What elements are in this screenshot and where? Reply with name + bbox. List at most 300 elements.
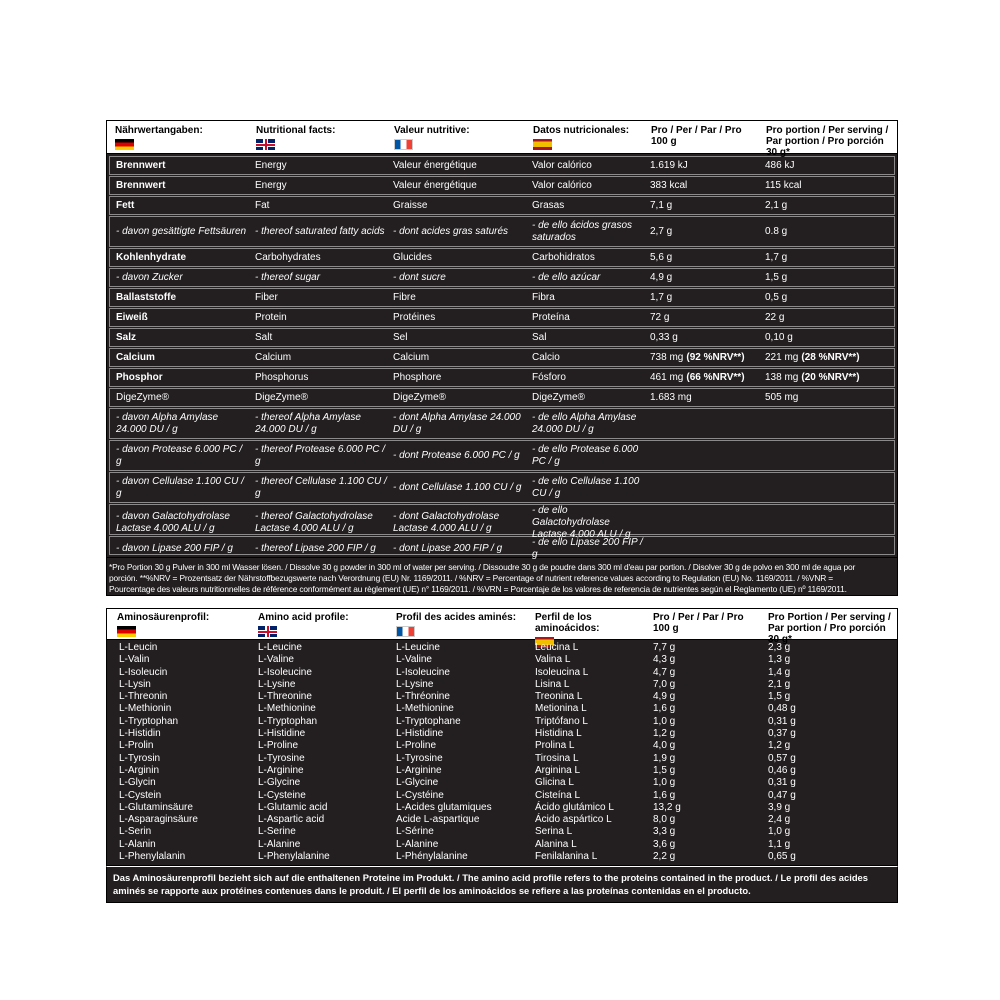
nutrient-name-fr: Sel [393,331,408,343]
amino-name-en: L-Glycine [258,777,301,789]
nutrition-row [109,176,895,195]
header-per-100g: Pro / Per / Par / Pro 100 g [651,125,742,147]
nutrient-name-de: Calcium [116,351,155,363]
value-per-serving-amount: 115 kcal [765,179,802,191]
nutrient-name-de: DigeZyme® [116,391,169,403]
value-per-serving-nrv: (28 %NRV**) [801,351,860,363]
amino-row [107,728,897,740]
amino-name-fr: L-Sérine [396,826,434,838]
amino-name-es: Serina L [535,826,573,838]
amino-per-100g: 1,6 g [653,789,676,801]
amino-name-fr: L-Proline [396,740,437,752]
nutrition-table [106,153,898,558]
nutrient-name-en: Fiber [255,291,278,303]
amino-name-de: L-Tryptophan [119,715,179,727]
amino-per-100g: 1,0 g [653,777,676,789]
value-per-serving [759,329,898,346]
nutrient-name-en: - thereof Lipase 200 FIP / g [255,543,376,554]
value-per-serving [759,249,898,266]
nutrition-row [109,288,895,307]
value-per-serving-amount: 505 mg [765,391,799,403]
amino-name-de: L-Valin [119,654,150,666]
value-per-serving [759,157,898,174]
amino-row [107,839,897,851]
nutrition-row [109,248,895,267]
amino-per-serving: 0,57 g [768,752,796,764]
nutrient-name-es: Fibra [532,291,555,303]
amino-name-en: L-Isoleucine [258,666,312,678]
value-per-serving-amount: 1,5 g [765,271,788,283]
value-per-100g [644,369,759,386]
footnote-line: Pourcentage des valeurs nutritionnelles de référence conformément au règlement (UE) n° 1169/2011. / %VRN = Porcentaje de los valores de referencia de nutrientes según el Reglamento (UE) nº 1169/2011. [109,584,847,594]
amino-row [107,814,897,826]
nutrition-row [109,472,895,503]
nutrient-name-en: Phosphorus [255,371,309,383]
value-per-serving-amount: 2,1 g [765,199,788,211]
value-per-100g-amount: 5,6 g [650,251,673,263]
nutrient-name-fr: Valeur énergétique [393,179,477,191]
value-per-serving-amount: 486 kJ [765,159,795,171]
value-per-serving [759,441,898,470]
value-per-serving [759,409,898,438]
amino-name-es: Tirosina L [535,752,579,764]
amino-per-serving: 0,31 g [768,777,796,789]
amino-name-fr: L-Tyrosine [396,752,443,764]
amino-name-es: Valina L [535,654,571,666]
nutrient-name-en: - thereof Cellulase 1.100 CU / g [255,475,387,499]
amino-header-es: Perfil de los aminoácidos: [525,609,643,648]
nutrient-name-fr: Protéines [393,311,436,323]
nutrient-name-es: - de ello Protease 6.000 PC / g [532,443,639,467]
amino-per-serving: 0,46 g [768,764,796,776]
amino-row [107,765,897,777]
amino-per-100g: 1,5 g [653,764,676,776]
amino-header-de: Aminosäurenprofil: [107,609,248,648]
nutrient-name-en: Energy [255,159,287,171]
value-per-100g [644,157,759,174]
amino-per-serving: 1,0 g [768,826,791,838]
nutrient-name-de: Ballaststoffe [116,291,177,303]
amino-name-de: L-Glycin [119,777,156,789]
amino-name-de: L-Lysin [119,678,151,690]
value-per-serving-amount: 0.8 g [765,225,788,237]
nutrient-name-es: Valor calórico [532,159,592,171]
amino-table [106,639,898,866]
amino-name-fr: L-Leucine [396,642,440,653]
nutrient-name-fr: - dont acides gras saturés [393,225,509,237]
amino-per-100g: 7,0 g [653,678,676,690]
value-per-100g-amount: 7,1 g [650,199,673,211]
nutrition-row [109,156,895,175]
spanish-flag-icon [533,139,552,150]
amino-name-es: Lisina L [535,678,570,690]
amino-name-es: Glicina L [535,777,574,789]
nutrient-name-en: Salt [255,331,273,343]
footnote-line: porción. **%NRV = Prozentsatz der Nährstoffbezugswerte nach Verordnung (EU) Nr. 1169/2011. / %NRV = Percentage of nutrient reference values according to Regulation (EU) No. 1169/2011. / %VNR = [109,573,834,583]
nutrient-name-de: Kohlenhydrate [116,251,187,263]
amino-row [107,703,897,715]
nutrient-name-fr: Calcium [393,351,430,363]
amino-per-100g: 1,0 g [653,715,676,727]
nutrient-name-en: Calcium [255,351,292,363]
nutrition-row [109,368,895,387]
nutrient-name-de: Salz [116,331,137,343]
amino-per-serving: 2,4 g [768,814,791,826]
amino-per-serving: 1,2 g [768,740,791,752]
amino-name-en: L-Leucine [258,642,302,653]
german-flag-icon [117,626,136,637]
nutrient-name-es: Valor calórico [532,179,592,191]
value-per-100g [644,409,759,438]
header-en: Nutritional facts: [248,121,386,158]
amino-name-de: L-Glutaminsäure [119,801,193,813]
header-fr: Valeur nutritive: [386,121,525,158]
footnote-line: *Pro Portion 30 g Pulver in 300 ml Wasser lösen. / Dissolve 30 g powder in 300 ml of water per serving. / Dissoudre 30 g de poudre dans 300 ml d'eau par portion. / Disolver 30 g de polvo en 300 ml de agua por [109,562,856,572]
value-per-100g [644,329,759,346]
value-per-100g-amount: 72 g [650,311,670,323]
nutrient-name-de: Brennwert [116,159,166,171]
nutrient-name-de: - davon Protease 6.000 PC / g [116,443,243,467]
amino-note: Das Aminosäurenprofil bezieht sich auf die enthaltenen Proteine im Produkt. / The amino acid profile refers to the proteins contained in the product. / Le profil des acides aminés se rapporte aux protéines contenues dans le produit. / El perfil de los aminoácidos se refiere a las proteínas contenidas en el producto. [106,866,898,903]
nutrition-row [109,216,895,247]
amino-name-es: Ácido glutámico L [535,801,614,813]
amino-per-100g: 3,3 g [653,826,676,838]
amino-per-serving: 3,9 g [768,801,791,813]
nutrient-name-fr: - dont Cellulase 1.100 CU / g [393,481,522,493]
amino-name-fr: L-Isoleucine [396,666,450,678]
amino-name-de: L-Methionin [119,703,172,715]
nutrient-name-es: - de ello ácidos grasos saturados [532,219,633,243]
amino-row [107,790,897,802]
nutrition-row [109,408,895,439]
amino-name-en: L-Lysine [258,678,296,690]
value-per-serving [759,309,898,326]
amino-per-100g: 4,9 g [653,691,676,703]
amino-name-de: L-Cystein [119,789,162,801]
amino-name-es: Alanina L [535,838,577,850]
value-per-serving [759,473,898,502]
header-per-serving: Pro portion / Per serving / Par portion / Pro porción 30 g* [766,125,889,158]
amino-row [107,802,897,814]
value-per-100g [644,389,759,406]
nutrition-row [109,348,895,367]
amino-name-fr: L-Arginine [396,764,442,776]
value-per-100g-nrv: (66 %NRV**) [686,371,745,383]
amino-name-fr: L-Tryptophane [396,715,461,727]
nutrient-name-fr: Graisse [393,199,428,211]
amino-name-en: L-Arginine [258,764,304,776]
value-per-100g-amount: 0,33 g [650,331,678,343]
amino-name-en: L-Cysteine [258,789,306,801]
nutrient-name-de: Phosphor [116,371,163,383]
amino-name-es: Ácido aspártico L [535,814,612,826]
amino-name-es: Prolina L [535,740,575,752]
value-per-serving-amount: 138 mg [765,371,799,383]
amino-name-en: L-Tyrosine [258,752,305,764]
amino-row [107,851,897,863]
nutrient-name-en: - thereof sugar [255,271,321,283]
value-per-100g-amount: 1,7 g [650,291,673,303]
amino-per-100g: 4,7 g [653,666,676,678]
amino-name-fr: L-Glycine [396,777,439,789]
value-per-serving-amount: 22 g [765,311,785,323]
value-per-serving [759,349,898,366]
value-per-serving [759,197,898,214]
nutrient-name-de: - davon gesättigte Fettsäuren [116,225,247,237]
amino-per-100g: 1,2 g [653,728,676,740]
amino-name-en: L-Tryptophan [258,715,318,727]
value-per-100g [644,505,759,541]
nutrient-name-es: Sal [532,331,547,343]
nutrition-row [109,328,895,347]
value-per-100g-amount: 738 mg [650,351,684,363]
value-per-serving-amount: 221 mg [765,351,799,363]
amino-name-fr: L-Histidine [396,728,444,740]
amino-name-en: L-Glutamic acid [258,801,328,813]
nutrient-name-fr: Valeur énergétique [393,159,477,171]
nutrient-name-de: - davon Galactohydrolase Lactase 4.000 ALU / g [116,511,230,534]
amino-name-es: Leucina L [535,642,579,653]
amino-header [106,608,898,645]
value-per-100g [644,217,759,246]
amino-name-de: L-Serin [119,826,152,838]
amino-per-100g: 13,2 g [653,801,681,813]
header-de: Nährwertangaben: [107,121,248,158]
value-per-serving [759,217,898,246]
amino-name-de: L-Alanin [119,838,156,850]
nutrient-name-de: - davon Alpha Amylase 24.000 DU / g [116,411,219,435]
value-per-100g-nrv: (92 %NRV**) [686,351,745,363]
amino-per-100g: 4,0 g [653,740,676,752]
value-per-100g-amount: 1.619 kJ [650,159,688,171]
value-per-100g-amount: 2,7 g [650,225,673,237]
nutrient-name-de: Eiweiß [116,311,148,323]
amino-per-serving: 0,65 g [768,851,796,863]
amino-row [107,679,897,691]
amino-per-100g: 2,2 g [653,851,676,863]
nutrient-name-en: Energy [255,179,287,191]
nutrition-row [109,504,895,540]
amino-header-per-serving: Pro Portion / Per serving / Par portion / Pro porción 30 g* [768,612,891,645]
amino-name-en: L-Histidine [258,728,306,740]
nutrient-name-fr: - dont Galactohydrolase Lactase 4.000 ALU / g [393,511,500,534]
amino-per-serving: 0,31 g [768,715,796,727]
nutrient-name-es: Carbohidratos [532,251,595,263]
amino-row [107,667,897,679]
nutrient-name-de: Fett [116,199,135,211]
amino-name-en: L-Proline [258,740,299,752]
amino-per-serving: 1,1 g [768,838,791,850]
amino-name-fr: L-Acides glutamiques [396,801,492,813]
amino-row [107,642,897,654]
nutrient-name-es: - de ello Lipase 200 FIP / g [532,537,643,560]
nutrient-name-es: - de ello azúcar [532,271,601,283]
header-es: Datos nutricionales: [525,121,643,158]
amino-per-serving: 1,3 g [768,654,791,666]
amino-name-es: Triptófano L [535,715,588,727]
amino-name-fr: L-Lysine [396,678,434,690]
value-per-100g [644,473,759,502]
value-per-100g [644,441,759,470]
amino-per-100g: 7,7 g [653,642,676,653]
amino-name-en: L-Valine [258,654,294,666]
nutrient-name-de: Brennwert [116,179,166,191]
amino-per-serving: 2,3 g [768,642,791,653]
amino-name-es: Fenilalanina L [535,851,598,863]
uk-flag-icon [258,626,277,637]
value-per-serving-amount: 0,10 g [765,331,793,343]
value-per-100g-amount: 461 mg [650,371,684,383]
nutrient-name-es: - de ello Cellulase 1.100 CU / g [532,475,640,499]
nutrient-name-en: Fat [255,199,270,211]
value-per-serving [759,289,898,306]
value-per-serving [759,505,898,541]
nutrient-name-en: - thereof Galactohydrolase Lactase 4.000 ALU / g [255,511,373,534]
amino-name-en: L-Phenylalanine [258,851,330,863]
amino-name-de: L-Threonin [119,691,168,703]
nutrition-row [109,268,895,287]
value-per-serving-amount: 1,7 g [765,251,788,263]
amino-name-es: Metionina L [535,703,587,715]
amino-name-de: L-Arginin [119,764,160,776]
nutrient-name-es: DigeZyme® [532,391,585,403]
amino-name-es: Cisteína L [535,789,581,801]
amino-header-en: Amino acid profile: [248,609,386,648]
amino-row [107,753,897,765]
nutrition-row [109,440,895,471]
value-per-serving [759,269,898,286]
amino-name-de: L-Phenylalanin [119,851,186,863]
value-per-serving-amount: 0,5 g [765,291,788,303]
nutrient-name-es: Proteína [532,311,570,323]
amino-per-serving: 0,37 g [768,728,796,740]
amino-name-de: L-Asparaginsäure [119,814,198,826]
nutrient-name-fr: - dont Protease 6.000 PC / g [393,449,520,461]
amino-per-100g: 1,9 g [653,752,676,764]
amino-row [107,826,897,838]
amino-row [107,691,897,703]
amino-per-100g: 3,6 g [653,838,676,850]
amino-name-de: L-Tyrosin [119,752,161,764]
nutrient-name-en: - thereof Alpha Amylase 24.000 DU / g [255,411,361,435]
uk-flag-icon [256,139,275,150]
amino-name-fr: Acide L-aspartique [396,814,480,826]
nutrient-name-fr: - dont Alpha Amylase 24.000 DU / g [393,411,521,435]
amino-name-fr: L-Phénylalanine [396,851,468,863]
value-per-100g [644,289,759,306]
nutrient-name-en: - thereof saturated fatty acids [255,225,385,237]
nutrient-name-fr: - dont sucre [393,271,446,283]
nutrient-name-fr: Glucides [393,251,432,263]
nutrient-name-de: - davon Cellulase 1.100 CU / g [116,475,244,499]
nutrition-row [109,196,895,215]
value-per-serving [759,369,898,386]
nutrient-name-fr: - dont Lipase 200 FIP / g [393,543,503,554]
value-per-100g-amount: 4,9 g [650,271,673,283]
amino-per-serving: 0,47 g [768,789,796,801]
amino-row [107,777,897,789]
amino-header-fr: Profil des acides aminés: [386,609,525,648]
amino-row [107,716,897,728]
nutrition-row [109,388,895,407]
nutrient-name-es: - de ello Alpha Amylase 24.000 DU / g [532,411,637,435]
amino-name-de: L-Leucin [119,642,158,653]
nutrient-name-en: Protein [255,311,287,323]
value-per-100g [644,537,759,561]
amino-name-en: L-Aspartic acid [258,814,325,826]
nutrition-row [109,308,895,327]
amino-per-100g: 4,3 g [653,654,676,666]
value-per-serving [759,177,898,194]
nutrient-name-fr: Phosphore [393,371,442,383]
nutrient-name-es: Grasas [532,199,565,211]
amino-per-100g: 8,0 g [653,814,676,826]
amino-name-fr: L-Cystéine [396,789,444,801]
nutrition-row [109,536,895,560]
amino-name-es: Isoleucina L [535,666,589,678]
value-per-100g-amount: 1.683 mg [650,391,692,403]
amino-name-en: L-Methionine [258,703,316,715]
value-per-100g-amount: 383 kcal [650,179,688,191]
amino-name-en: L-Alanine [258,838,301,850]
nutrient-name-en: Carbohydrates [255,251,321,263]
amino-name-fr: L-Methionine [396,703,454,715]
nutrient-name-es: Fósforo [532,371,566,383]
amino-name-fr: L-Alanine [396,838,439,850]
nutrient-name-de: - davon Zucker [116,271,183,283]
amino-name-de: L-Histidin [119,728,161,740]
french-flag-icon [396,626,415,637]
amino-name-es: Arginina L [535,764,581,776]
amino-name-en: L-Serine [258,826,296,838]
amino-name-de: L-Prolin [119,740,154,752]
label-panel [106,120,898,903]
amino-name-es: Treonina L [535,691,583,703]
amino-name-fr: L-Thréonine [396,691,450,703]
value-per-serving-nrv: (20 %NRV**) [801,371,860,383]
nutrient-name-fr: Fibre [393,291,416,303]
amino-header-per-100g: Pro / Per / Par / Pro 100 g [653,612,744,634]
nutrient-name-en: - thereof Protease 6.000 PC / g [255,443,386,467]
value-per-serving [759,537,898,561]
amino-row [107,740,897,752]
german-flag-icon [115,139,134,150]
value-per-100g [644,269,759,286]
amino-per-serving: 0,48 g [768,703,796,715]
amino-name-es: Histidina L [535,728,582,740]
french-flag-icon [394,139,413,150]
amino-name-de: L-Isoleucin [119,666,168,678]
value-per-100g [644,249,759,266]
nutrient-name-en: DigeZyme® [255,391,308,403]
nutrition-footnote [106,558,898,596]
amino-name-en: L-Threonine [258,691,312,703]
value-per-100g [644,349,759,366]
nutrient-name-de: - davon Lipase 200 FIP / g [116,543,233,554]
nutrition-header [106,120,898,158]
value-per-100g [644,177,759,194]
value-per-serving [759,389,898,406]
amino-row [107,654,897,666]
amino-per-serving: 1,4 g [768,666,791,678]
amino-per-serving: 2,1 g [768,678,791,690]
value-per-100g [644,197,759,214]
amino-per-100g: 1,6 g [653,703,676,715]
value-per-100g [644,309,759,326]
nutrient-name-es: - de ello Galactohydrolase Lactase 4.000 ALU / g [532,505,631,540]
amino-per-serving: 1,5 g [768,691,791,703]
amino-name-fr: L-Valine [396,654,432,666]
